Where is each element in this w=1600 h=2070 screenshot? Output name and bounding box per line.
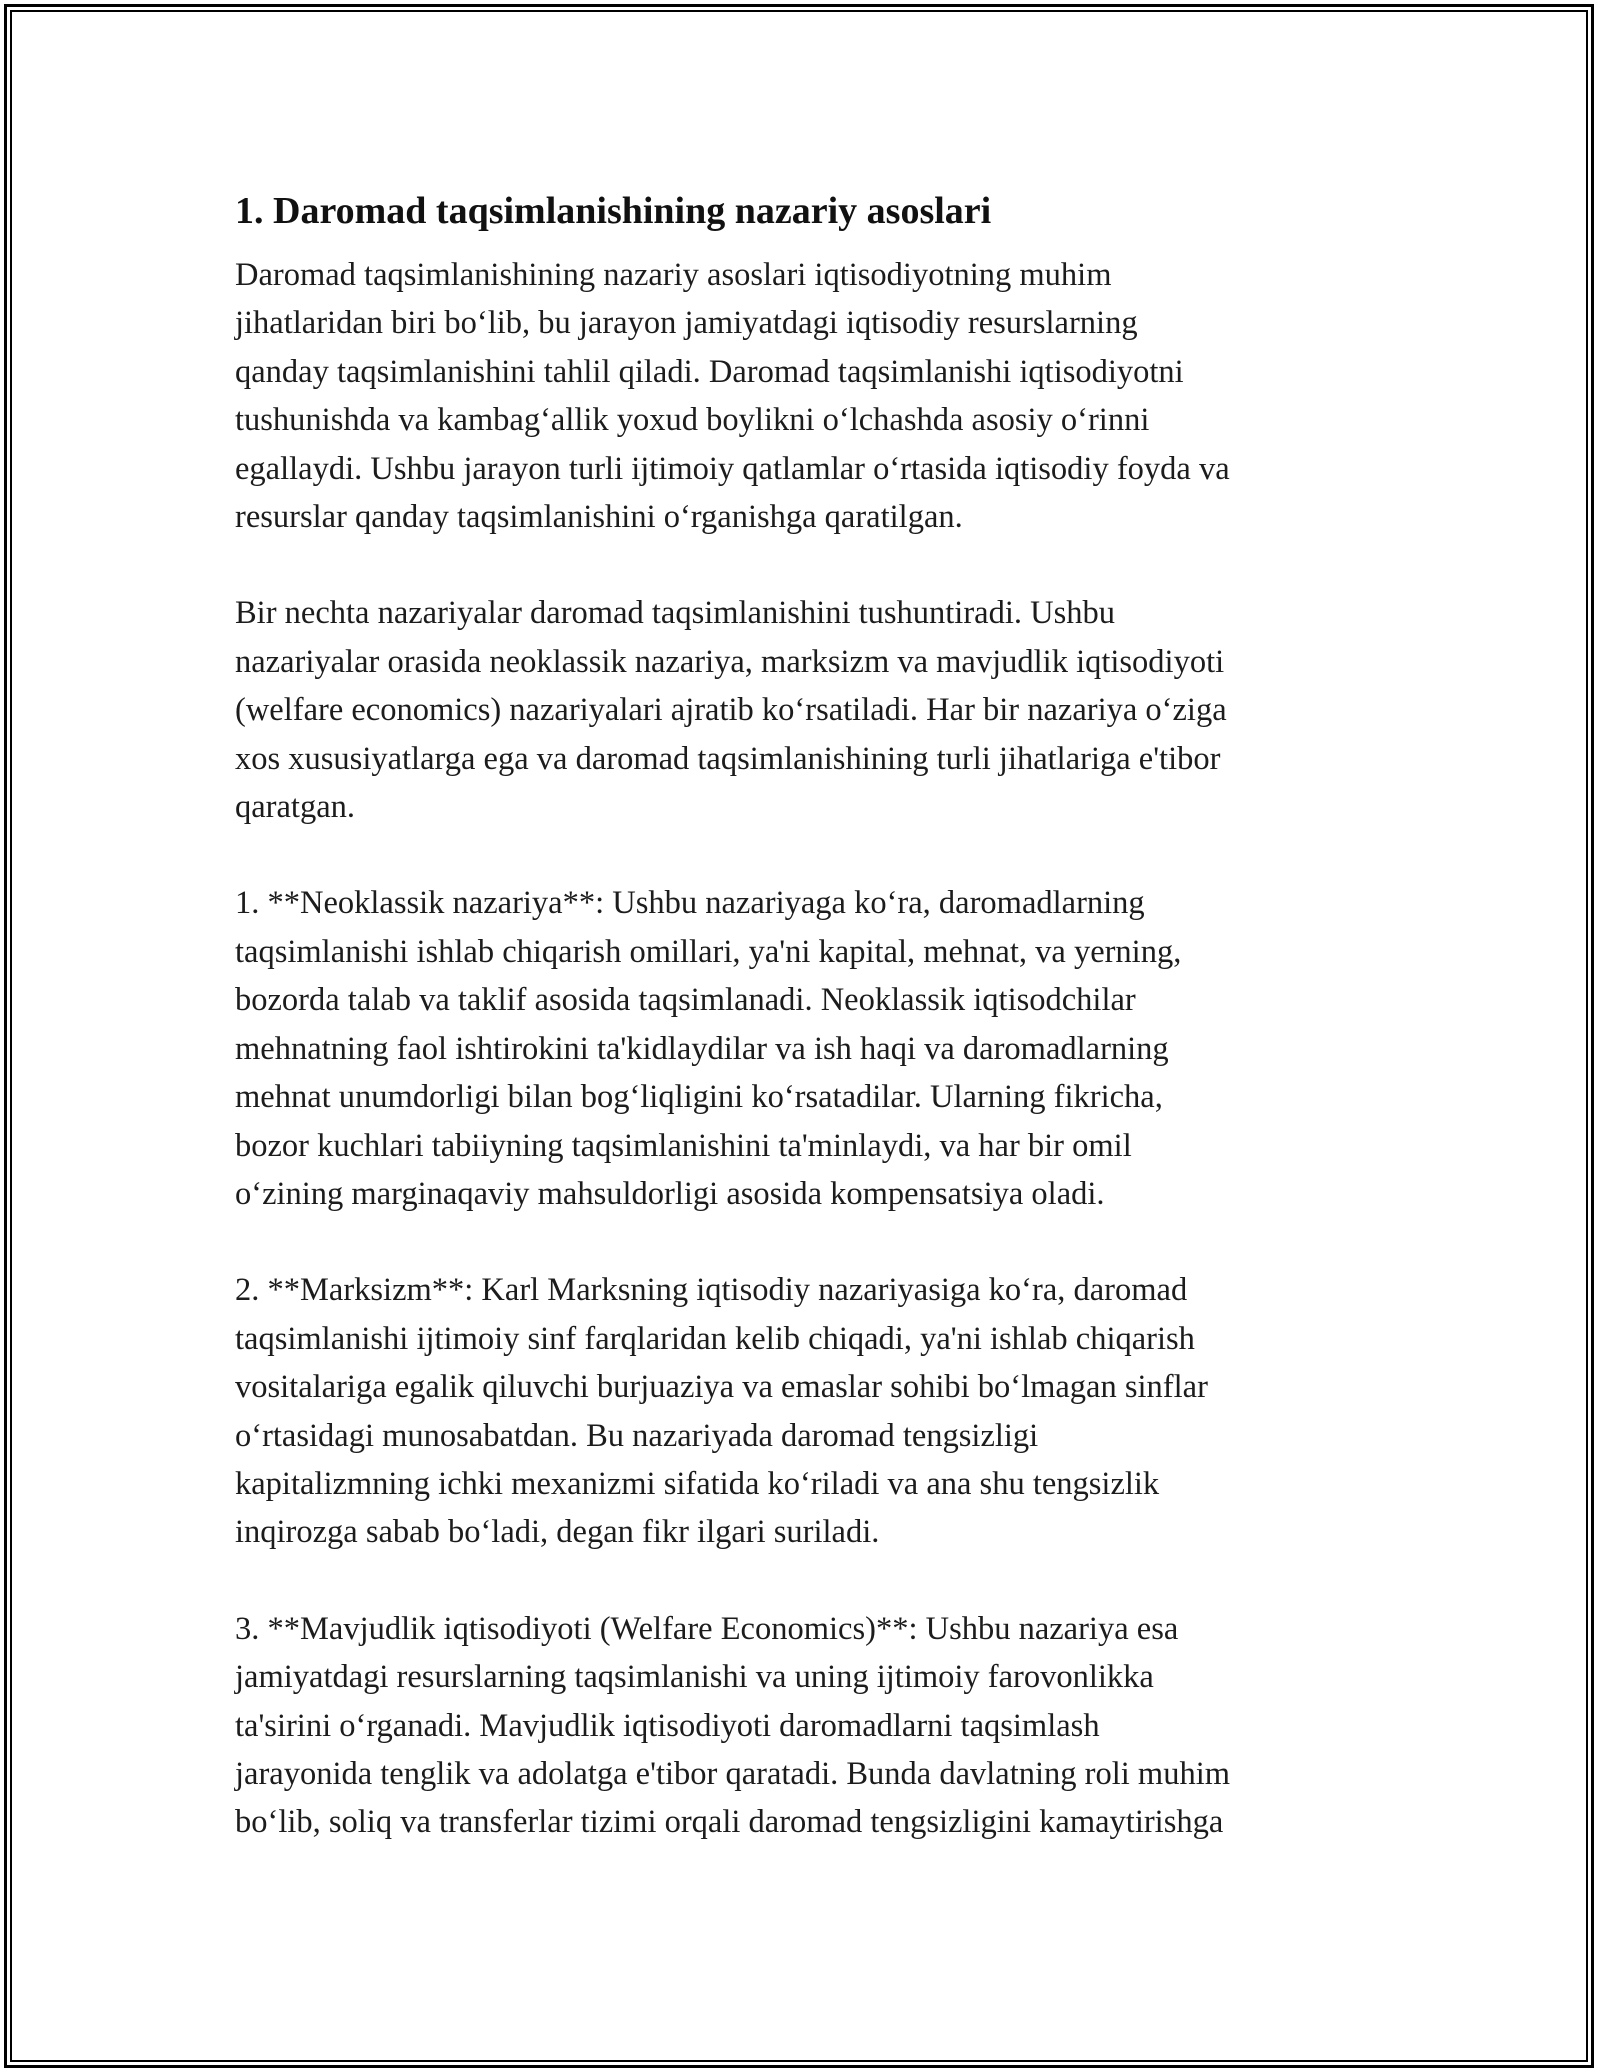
paragraph-4 <box>235 1266 1375 1556</box>
text-line: jarayonida tenglik va adolatga e'tibor qaratadi. Bunda davlatning roli muhim <box>235 1755 1231 1792</box>
paragraph-1 <box>235 251 1375 541</box>
text-line: tushunishda va kambag‘allik yoxud boylikni o‘lchashda asosiy o‘rinni <box>235 402 1150 439</box>
paragraph-list <box>235 251 1375 1847</box>
text-line: jihatlaridan biri bo‘lib, bu jarayon jamiyatdagi iqtisodiy resurslarning <box>235 305 1138 342</box>
text-line: resurslar qanday taqsimlanishini o‘rganishga qaratilgan. <box>235 499 963 536</box>
text-line: o‘zining marginaqaviy mahsuldorligi asosida kompensatsiya oladi. <box>235 1175 1105 1212</box>
text-line: mehnat unumdorligi bilan bog‘liqligini ko‘rsatadilar. Ularning fikricha, <box>235 1079 1163 1116</box>
text-line: mehnatning faol ishtirokini ta'kidlaydilar va ish haqi va daromadlarning <box>235 1030 1169 1067</box>
paragraph-5 <box>235 1605 1375 1847</box>
text-line: Daromad taqsimlanishining nazariy asoslari iqtisodiyotning muhim <box>235 257 1112 293</box>
text-line: egallaydi. Ushbu jarayon turli ijtimoiy qatlamlar o‘rtasida iqtisodiy foyda va <box>235 450 1230 487</box>
text-line: taqsimlanishi ishlab chiqarish omillari, ya'ni kapital, mehnat, va yerning, <box>235 933 1182 970</box>
text-line: qanday taqsimlanishini tahlil qiladi. Daromad taqsimlanishi iqtisodiyotni <box>235 353 1184 390</box>
text-line: nazariyalar orasida neoklassik nazariya, marksizm va mavjudlik iqtisodiyoti <box>235 643 1225 680</box>
text-line: kapitalizmning ichki mexanizmi sifatida ko‘riladi va ana shu tengsizlik <box>235 1465 1160 1502</box>
text-line: bozor kuchlari tabiiyning taqsimlanishini ta'minlaydi, va har bir omil <box>235 1127 1132 1164</box>
text-line: bo‘lib, soliq va transferlar tizimi orqali daromad tengsizligini kamaytirishga <box>235 1804 1224 1841</box>
text-line: 2. **Marksizm**: Karl Marksning iqtisodiy nazariyasiga ko‘ra, daromad <box>235 1272 1188 1309</box>
section-heading: 1. Daromad taqsimlanishining nazariy asoslari <box>235 190 992 232</box>
text-line: xos xususiyatlarga ega va daromad taqsimlanishining turli jihatlariga e'tibor <box>235 740 1221 777</box>
text-line: inqirozga sabab bo‘ladi, degan fikr ilgari suriladi. <box>235 1514 880 1551</box>
document-body <box>235 185 1375 1895</box>
paragraph-2 <box>235 589 1375 831</box>
text-line: o‘rtasidagi munosabatdan. Bu nazariyada daromad tengsizligi <box>235 1417 1039 1454</box>
text-line: jamiyatdagi resurslarning taqsimlanishi va uning ijtimoiy farovonlikka <box>235 1659 1154 1696</box>
text-line: taqsimlanishi ijtimoiy sinf farqlaridan kelib chiqadi, ya'ni ishlab chiqarish <box>235 1320 1195 1357</box>
text-line: ta'sirini o‘rganadi. Mavjudlik iqtisodiyoti daromadlarni taqsimlash <box>235 1707 1100 1744</box>
text-line: 3. **Mavjudlik iqtisodiyoti (Welfare Economics)**: Ushbu nazariya esa <box>235 1610 1179 1647</box>
text-line: vositalariga egalik qiluvchi burjuaziya va emaslar sohibi bo‘lmagan sinflar <box>235 1369 1208 1406</box>
text-line: (welfare economics) nazariyalari ajratib ko‘rsatiladi. Har bir nazariya o‘ziga <box>235 692 1227 729</box>
paragraph-3 <box>235 879 1375 1218</box>
text-line: bozorda talab va taklif asosida taqsimlanadi. Neoklassik iqtisodchilar <box>235 982 1136 1019</box>
text-line: 1. **Neoklassik nazariya**: Ushbu nazariyaga ko‘ra, daromadlarning <box>235 885 1145 922</box>
text-line: Bir nechta nazariyalar daromad taqsimlanishini tushuntiradi. Ushbu <box>235 595 1115 632</box>
text-line: qaratgan. <box>235 789 356 826</box>
